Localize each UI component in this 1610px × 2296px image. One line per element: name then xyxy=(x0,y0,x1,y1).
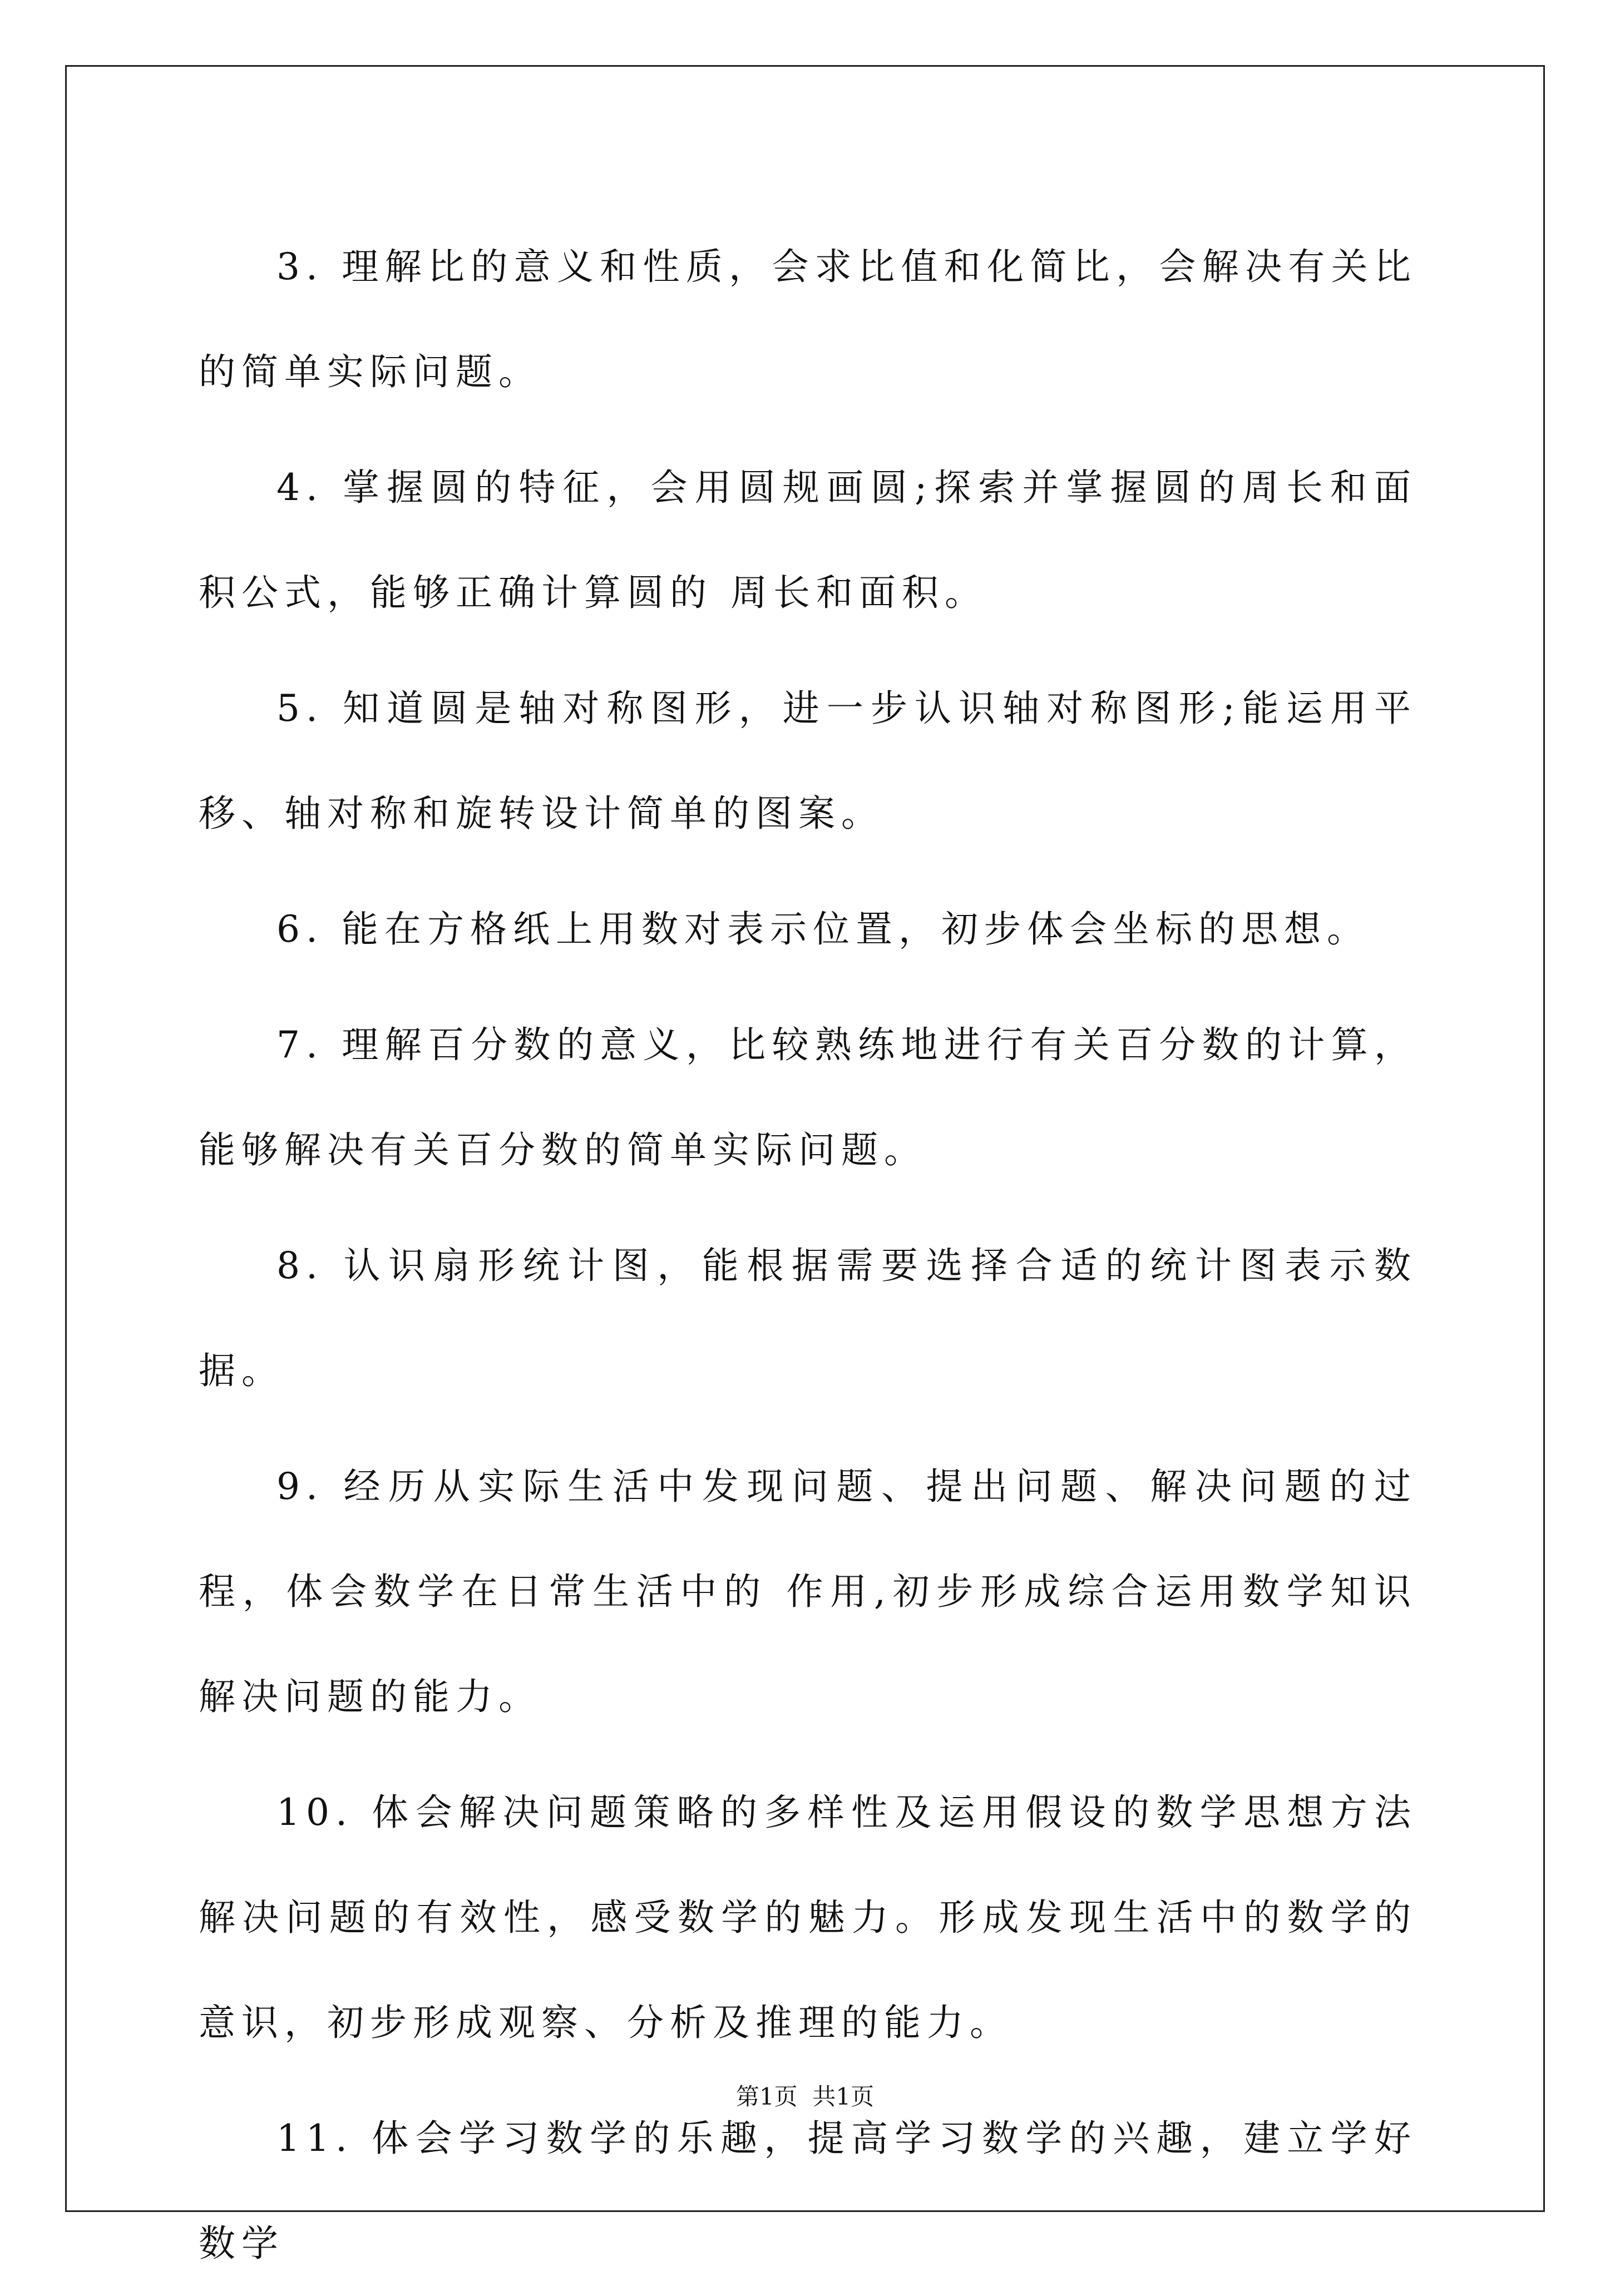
paragraph-item-4: 4. 掌握圆的特征，会用圆规画圆;探索并掌握圆的周长和面积公式，能够正确计算圆的 周长和面积。 xyxy=(199,466,1417,614)
document-body xyxy=(199,214,1417,2296)
paragraph-item-7: 7. 理解百分数的意义，比较熟练地进行有关百分数的计算，能够解决有关百分数的简单实际问题。 xyxy=(199,1023,1417,1171)
paragraph-item-11: 11. 体会学习数学的乐趣，提高学习数学的兴趣，建立学好数学 xyxy=(199,2117,1417,2265)
page-number-footer: 第1页 共1页 xyxy=(735,2083,875,2110)
paragraph-item-9: 9. 经历从实际生活中发现问题、提出问题、解决问题的过程，体会数学在日常生活中的 作用,初步形成综合运用数学知识解决问题的能力。 xyxy=(199,1465,1417,1718)
paragraph-item-5: 5. 知道圆是轴对称图形，进一步认识轴对称图形;能运用平移、轴对称和旋转设计简单的图案。 xyxy=(199,687,1417,835)
paragraph-item-8: 8. 认识扇形统计图，能根据需要选择合适的统计图表示数据。 xyxy=(199,1244,1417,1392)
paragraph-item-6: 6. 能在方格纸上用数对表示位置，初步体会坐标的思想。 xyxy=(276,908,1370,951)
paragraph-item-3: 3. 理解比的意义和性质，会求比值和化简比，会解决有关比的简单实际问题。 xyxy=(199,245,1417,393)
paragraph-item-10: 10. 体会解决问题策略的多样性及运用假设的数学思想方法解决问题的有效性，感受数学的魅力。形成发现生活中的数学的意识，初步形成观察、分析及推理的能力。 xyxy=(199,1791,1417,2044)
